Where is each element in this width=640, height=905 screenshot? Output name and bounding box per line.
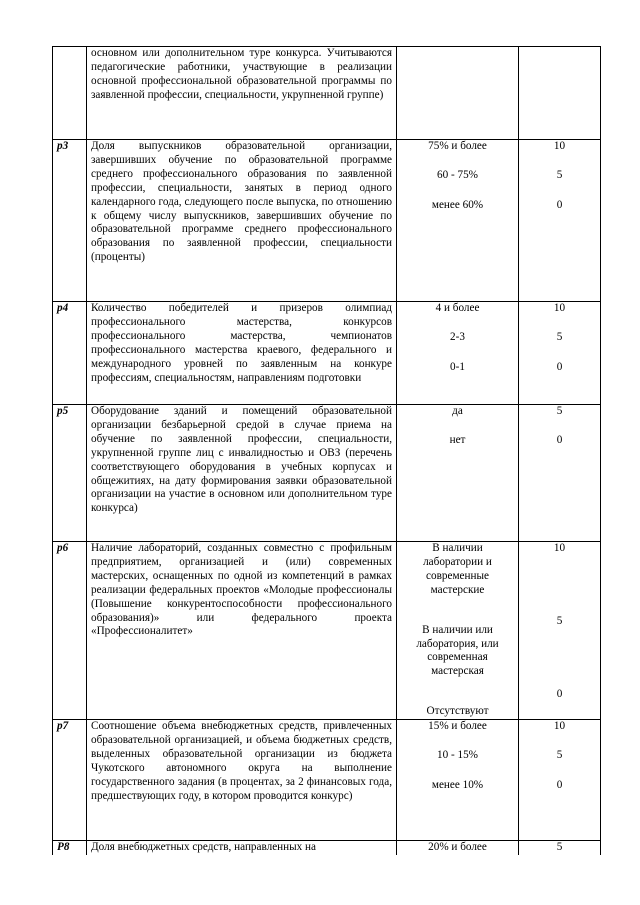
value-option: менее 60% (431, 198, 484, 211)
points-value: 0 (556, 778, 563, 791)
points-value: 5 (556, 749, 563, 762)
value-option: 75% и более (428, 140, 487, 152)
criterion-values (397, 841, 519, 855)
value-option: да (452, 405, 463, 417)
criterion-values (397, 720, 519, 841)
points-value: 10 (553, 720, 566, 733)
criterion-code: p5 (53, 405, 87, 542)
criterion-points (519, 542, 601, 720)
value-option: 20% и более (428, 841, 487, 854)
criterion-points (519, 841, 601, 855)
points-value: 0 (556, 360, 563, 373)
criterion-code: P8 (53, 841, 87, 855)
value-option: 15% и более (428, 720, 487, 733)
points-value: 10 (553, 302, 566, 314)
criterion-description: Количество победителей и призеров олимпиад профессионального мастерства, конкурсов профессионального мастерства, чемпионатов профессионального мастерства краевого, федерального и международного уровней по заявленным на конкуре профессиям, специальностям, направлениям подготовки (87, 302, 397, 405)
points-value: 0 (556, 198, 563, 211)
criterion-points (519, 405, 601, 542)
table-row (53, 302, 601, 405)
points-value: 5 (556, 405, 563, 417)
criteria-table (52, 46, 601, 855)
value-option: В наличии или лаборатория, или современная мастерская (416, 623, 499, 678)
criterion-description: Оборудование зданий и помещений образовательной организации безбарьерной средой в случае приема на обучение по заявленной профессии, специальности, укрупненной группе лиц с инвалидностью и ОВЗ (перечень соответствующего оборудования в учебных корпусах и общежитиях, на дату формирования заявки образовательной организации на участие в основном или дополнительном туре конкурса) (87, 405, 397, 542)
criterion-values (397, 47, 519, 140)
table-row (53, 47, 601, 140)
points-value: 5 (556, 169, 563, 182)
criterion-description: Доля внебюджетных средств, направленных на (87, 841, 397, 855)
criterion-code: p3 (53, 140, 87, 302)
table-row (53, 542, 601, 720)
criterion-points (519, 140, 601, 302)
criterion-code (53, 47, 87, 140)
table-row (53, 405, 601, 542)
value-option: 4 и более (435, 302, 480, 314)
criterion-description: основном или дополнительном туре конкурса. Учитываются педагогические работники, участвующие в реализации основной профессиональной образовательной программы по заявленной профессии, специальности, укрупненной группе) (87, 47, 397, 140)
criterion-values (397, 405, 519, 542)
criterion-values (397, 140, 519, 302)
criterion-code: p4 (53, 302, 87, 405)
criterion-points (519, 47, 601, 140)
value-option: 60 - 75% (436, 169, 478, 182)
points-value: 0 (556, 434, 563, 447)
criterion-code: p7 (53, 720, 87, 841)
value-option: В наличии лаборатории и современные мастерские (423, 542, 492, 596)
value-option: нет (449, 434, 466, 447)
table-row (53, 841, 601, 855)
criterion-points (519, 302, 601, 405)
value-option: менее 10% (431, 778, 484, 791)
criterion-description: Наличие лабораторий, созданных совместно с профильным предприятием, организацией и (или) современных мастерских, оснащенных по одной из компетенций в рамках реализации федеральных проектов «Молодые профессионалы (Повышение конкурентоспособности профессионального образования)» или федерального проекта «Профессионалитет» (87, 542, 397, 720)
points-value: 10 (553, 542, 566, 554)
criterion-values (397, 302, 519, 405)
criterion-code: p6 (53, 542, 87, 720)
criterion-values (397, 542, 519, 720)
points-value: 5 (556, 614, 563, 627)
value-option: 2-3 (450, 331, 465, 344)
points-value: 10 (553, 140, 566, 152)
points-value: 5 (556, 331, 563, 344)
criterion-description: Доля выпускников образовательной организации, завершивших обучение по образовательной программе среднего профессионального образования по заявленной профессии, специальности, занятых в период одного календарного года, следующего после выпуска, по отношению к общему числу выпускников, завершивших обучение по образовательной программе среднего профессионального образования по заявленной профессии, специальности (проценты) (87, 140, 397, 302)
points-value: 0 (556, 687, 563, 700)
value-option: 0-1 (450, 360, 465, 373)
criterion-points (519, 720, 601, 841)
value-option: Отсутствуют (426, 705, 489, 718)
table-row (53, 140, 601, 302)
criterion-description: Соотношение объема внебюджетных средств, привлеченных образовательной организацией, и объема бюджетных средств, выделенных образовательной организации из бюджета Чукотского автономного округа на выполнение государственного задания (в процентах, за 2 финансовых года, предшествующих году, в котором проводится конкурс) (87, 720, 397, 841)
points-value: 5 (556, 841, 563, 854)
table-row (53, 720, 601, 841)
value-option: 10 - 15% (436, 749, 478, 762)
